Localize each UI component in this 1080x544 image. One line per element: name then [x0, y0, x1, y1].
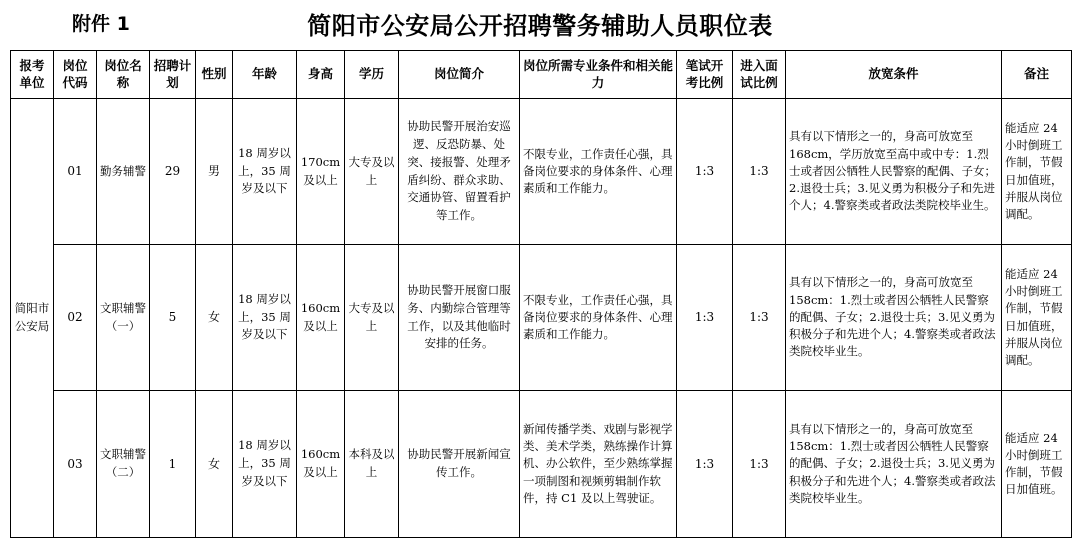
header-gender: 性别	[196, 51, 233, 99]
gender-cell: 男	[196, 99, 233, 245]
quota-cell: 29	[150, 99, 196, 245]
interview-ratio-cell: 1:3	[733, 391, 786, 538]
written-ratio-cell: 1:3	[677, 99, 733, 245]
header-written-ratio: 笔试开考比例	[677, 51, 733, 99]
header-quota: 招聘计划	[150, 51, 196, 99]
interview-ratio-cell: 1:3	[733, 99, 786, 245]
code-cell: 03	[54, 391, 97, 538]
gender-cell: 女	[196, 245, 233, 391]
education-cell: 大专及以上	[345, 245, 399, 391]
relaxed-cell: 具有以下情形之一的，身高可放宽至158cm：1.烈士或者因公牺牲人民警察的配偶、子女；2.退役士兵；3.见义勇为积极分子和先进个人；4.警察类或者政法类院校毕业生。	[786, 391, 1002, 538]
interview-ratio-cell: 1:3	[733, 245, 786, 391]
unit-cell: 简阳市公安局	[11, 99, 54, 538]
header-relaxed: 放宽条件	[786, 51, 1002, 99]
header-unit: 报考单位	[11, 51, 54, 99]
header-age: 年龄	[233, 51, 297, 99]
header-height: 身高	[297, 51, 345, 99]
intro-cell: 协助民警开展新闻宣传工作。	[399, 391, 520, 538]
age-cell: 18 周岁以上，35 周岁及以下	[233, 391, 297, 538]
relaxed-cell: 具有以下情形之一的，身高可放宽至168cm，学历放宽至高中或中专：1.烈士或者因公牺牲人民警察的配偶、子女；2.退役士兵；3.见义勇为积极分子和先进个人；4.警察类或者政法类院校毕业生。	[786, 99, 1002, 245]
relaxed-cell: 具有以下情形之一的，身高可放宽至158cm：1.烈士或者因公牺牲人民警察的配偶、子女；2.退役士兵；3.见义勇为积极分子和先进个人；4.警察类或者政法类院校毕业生。	[786, 245, 1002, 391]
header-education: 学历	[345, 51, 399, 99]
header-name: 岗位名称	[97, 51, 150, 99]
header-interview-ratio: 进入面试比例	[733, 51, 786, 99]
header-requirements: 岗位所需专业条件和相关能力	[520, 51, 677, 99]
header-intro: 岗位简介	[399, 51, 520, 99]
requirements-cell: 不限专业，工作责任心强，具备岗位要求的身体条件、心理素质和工作能力。	[520, 245, 677, 391]
gender-cell: 女	[196, 391, 233, 538]
code-cell: 02	[54, 245, 97, 391]
table-row	[11, 391, 1072, 538]
requirements-cell: 不限专业，工作责任心强，具备岗位要求的身体条件、心理素质和工作能力。	[520, 99, 677, 245]
header-code: 岗位代码	[54, 51, 97, 99]
name-cell: 勤务辅警	[97, 99, 150, 245]
job-positions-table	[10, 50, 1072, 538]
name-cell: 文职辅警（二）	[97, 391, 150, 538]
education-cell: 本科及以上	[345, 391, 399, 538]
table-header-row	[11, 51, 1072, 99]
document-title: 简阳市公安局公开招聘警务辅助人员职位表	[307, 12, 773, 40]
height-cell: 160cm 及以上	[297, 245, 345, 391]
remarks-cell: 能适应 24 小时倒班工作制，节假日加值班，并服从岗位调配。	[1002, 99, 1072, 245]
written-ratio-cell: 1:3	[677, 245, 733, 391]
table-row	[11, 245, 1072, 391]
remarks-cell: 能适应 24 小时倒班工作制，节假日加值班。	[1002, 391, 1072, 538]
requirements-cell: 新闻传播学类、戏剧与影视学类、美术学类，熟练操作计算机、办公软件，至少熟练掌握一项制图和视频剪辑制作软件，持 C1 及以上驾驶证。	[520, 391, 677, 538]
age-cell: 18 周岁以上，35 周岁及以下	[233, 245, 297, 391]
code-cell: 01	[54, 99, 97, 245]
remarks-cell: 能适应 24 小时倒班工作制，节假日加值班，并服从岗位调配。	[1002, 245, 1072, 391]
table-row	[11, 99, 1072, 245]
height-cell: 160cm 及以上	[297, 391, 345, 538]
name-cell: 文职辅警（一）	[97, 245, 150, 391]
education-cell: 大专及以上	[345, 99, 399, 245]
intro-cell: 协助民警开展窗口服务、内勤综合管理等工作，以及其他临时安排的任务。	[399, 245, 520, 391]
height-cell: 170cm 及以上	[297, 99, 345, 245]
intro-cell: 协助民警开展治安巡逻、反恐防暴、处突、接报警、处理矛盾纠纷、群众求助、交通协管、留置看护等工作。	[399, 99, 520, 245]
written-ratio-cell: 1:3	[677, 391, 733, 538]
quota-cell: 5	[150, 245, 196, 391]
age-cell: 18 周岁以上，35 周岁及以下	[233, 99, 297, 245]
quota-cell: 1	[150, 391, 196, 538]
attachment-label: 附件 1	[72, 13, 130, 35]
header-remarks: 备注	[1002, 51, 1072, 99]
